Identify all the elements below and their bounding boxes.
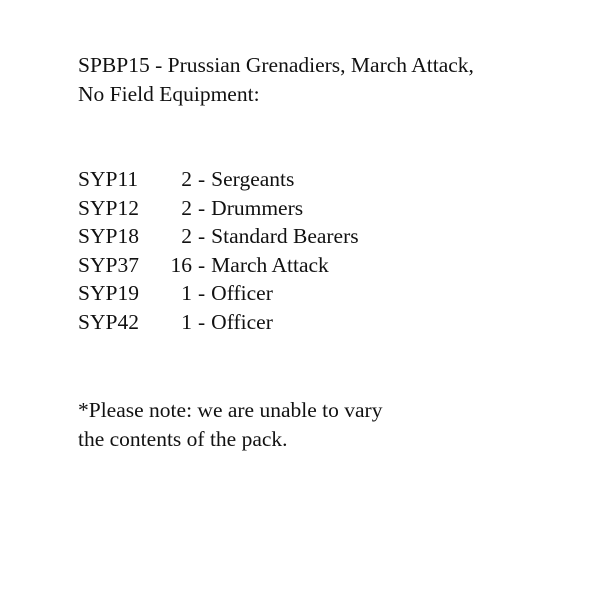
list-item — [78, 222, 498, 251]
list-item — [78, 165, 498, 194]
item-quantity: 1 — [181, 309, 192, 334]
item-code: SYP42 — [78, 309, 139, 334]
item-code: SYP37 — [78, 252, 139, 277]
item-separator: - — [198, 252, 206, 277]
pack-note-line-1: *Please note: we are unable to vary — [78, 398, 383, 422]
item-code: SYP11 — [78, 167, 139, 191]
item-quantity: 2 — [181, 167, 192, 191]
list-item — [78, 251, 498, 280]
item-description: Officer — [211, 309, 273, 334]
pack-contents-list — [78, 165, 498, 336]
list-item — [78, 308, 498, 337]
list-item — [78, 194, 498, 223]
pack-title-line-2: No Field Equipment: — [78, 82, 260, 106]
item-quantity: 1 — [181, 281, 192, 305]
item-description: Officer — [211, 281, 273, 305]
item-description: Drummers — [211, 195, 304, 220]
item-description: Sergeants — [211, 167, 295, 191]
item-description: Standard Bearers — [211, 224, 359, 248]
item-separator: - — [198, 309, 206, 334]
item-separator: - — [198, 281, 206, 305]
item-separator: - — [198, 224, 206, 248]
item-separator: - — [198, 195, 206, 220]
pack-title-line-1: SPBP15 - Prussian Grenadiers, March Attack, — [78, 53, 474, 77]
pack-note-line-2: the contents of the pack. — [78, 427, 288, 451]
item-code: SYP19 — [78, 281, 139, 305]
pack-title — [78, 51, 558, 109]
item-code: SYP12 — [78, 195, 139, 220]
item-quantity: 16 — [170, 252, 192, 277]
item-description: March Attack — [211, 252, 329, 277]
item-code: SYP18 — [78, 224, 139, 248]
pack-note — [78, 396, 558, 454]
item-quantity: 2 — [181, 224, 192, 248]
item-quantity: 2 — [181, 195, 192, 220]
item-separator: - — [198, 167, 206, 191]
list-item — [78, 279, 498, 308]
